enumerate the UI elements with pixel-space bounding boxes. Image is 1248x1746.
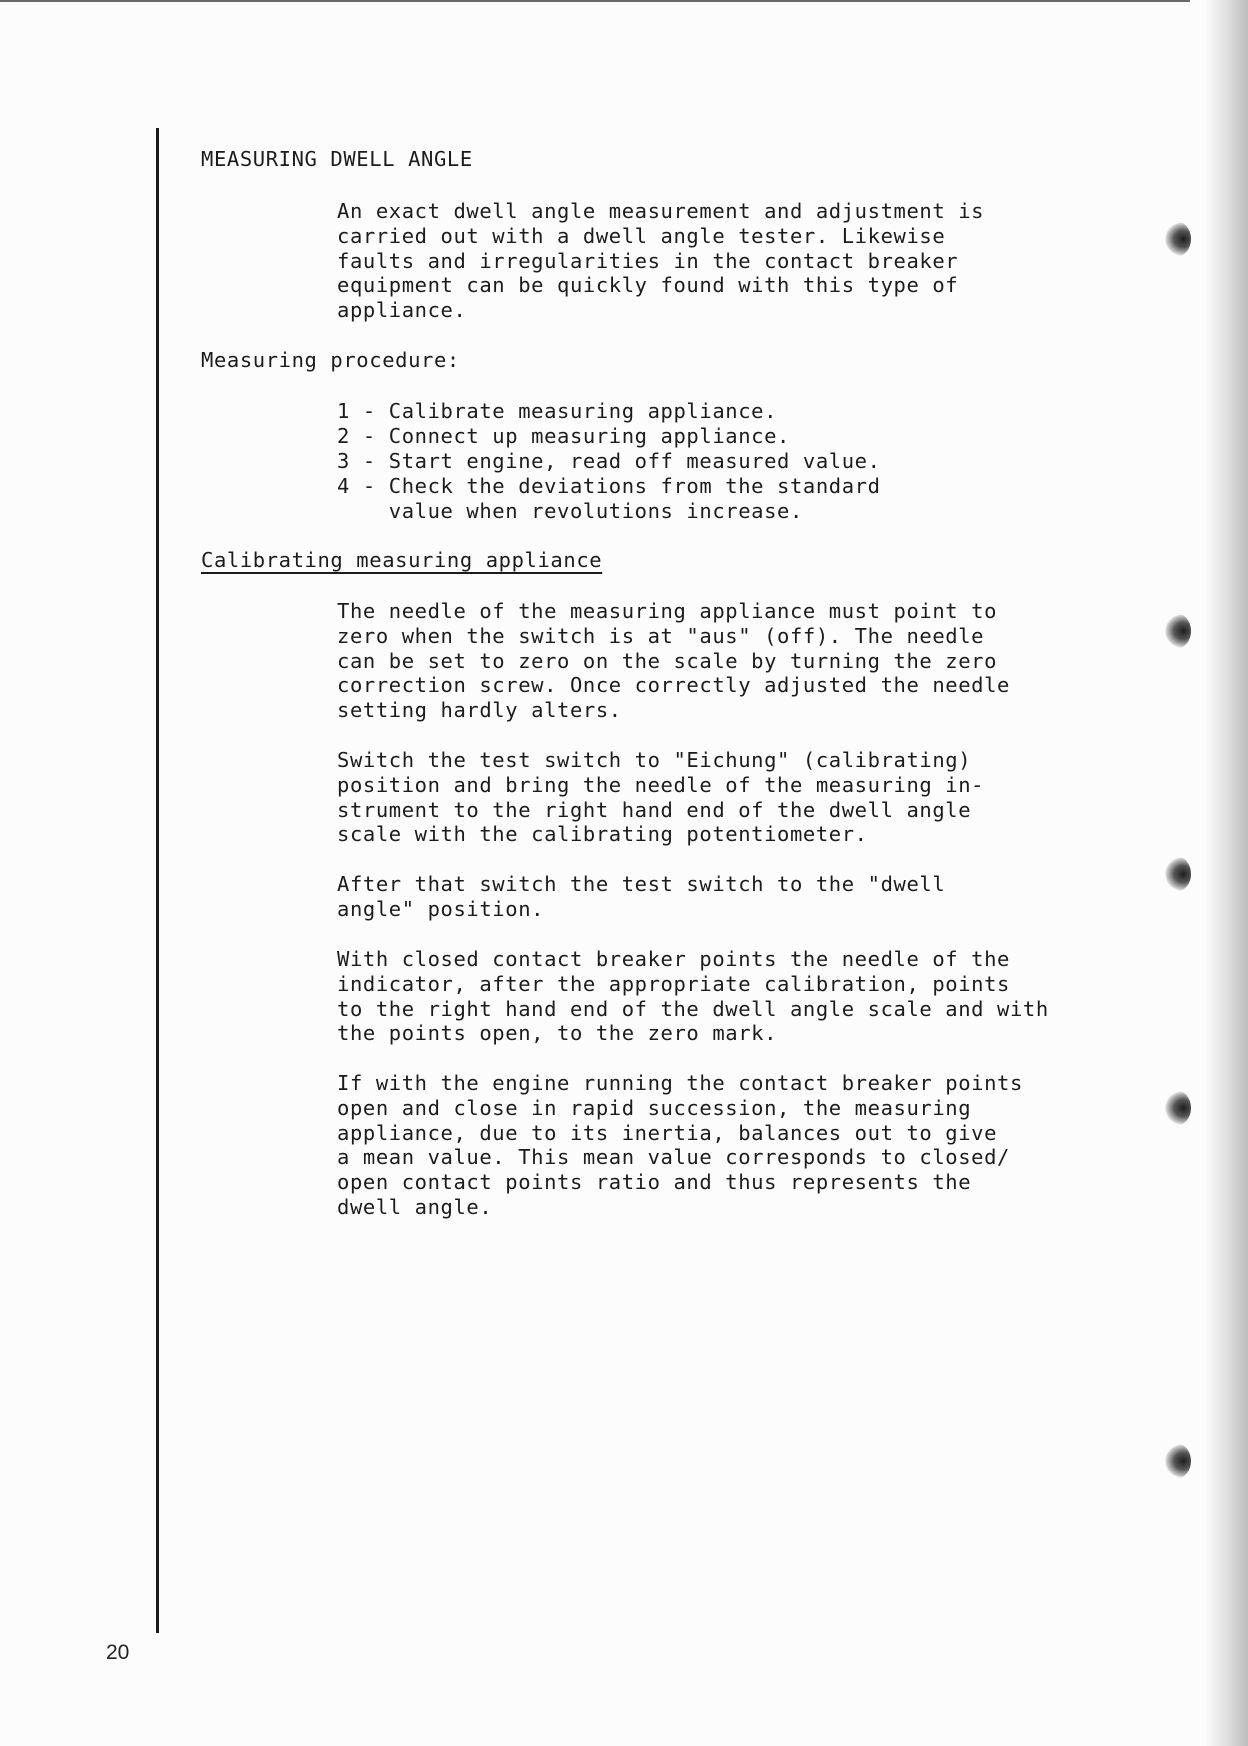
calibration-subheading: Calibrating measuring appliance <box>201 548 603 572</box>
margin-change-bar <box>156 128 159 1633</box>
body-paragraph: With closed contact breaker points the needle of the indicator, after the appropriate calibration, points to the right hand end of the dwell angle scale and with the points open, to the zero mark. <box>337 947 1049 1046</box>
page-number: 20 <box>106 1641 130 1664</box>
intro-paragraph: An exact dwell angle measurement and adjustment is carried out with a dwell angle tester. Likewise faults and irregularities in the contact breaker equipment can be quickly found with this type of appliance. <box>337 199 985 323</box>
section-heading: MEASURING DWELL ANGLE <box>201 147 473 171</box>
procedure-step: 2 - Connect up measuring appliance. <box>337 424 790 448</box>
binder-hole-3 <box>1165 857 1191 891</box>
procedure-step: 1 - Calibrate measuring appliance. <box>337 399 778 423</box>
procedure-step: 4 - Check the deviations from the standard value when revolutions increase. <box>337 474 881 523</box>
page-edge-shadow <box>1206 0 1248 1746</box>
procedure-label: Measuring procedure: <box>201 348 460 372</box>
top-edge-rule <box>0 0 1190 2</box>
body-paragraph: After that switch the test switch to the "dwell angle" position. <box>337 872 946 921</box>
binder-hole-5 <box>1165 1444 1191 1478</box>
body-paragraph: Switch the test switch to "Eichung" (calibrating) position and bring the needle of the measuring in- strument to the right hand end of the dwell angle scale with the calibrating potentiometer. <box>337 748 985 847</box>
body-paragraph: The needle of the measuring appliance must point to zero when the switch is at "aus" (off). The needle can be set to zero on the scale by turning the zero correction screw. Once correctly adjusted the needle setting hardly alters. <box>337 599 1010 723</box>
binder-hole-4 <box>1165 1091 1191 1125</box>
binder-hole-1 <box>1165 222 1191 256</box>
binder-hole-2 <box>1165 614 1191 648</box>
procedure-step: 3 - Start engine, read off measured value. <box>337 449 881 473</box>
body-paragraph: If with the engine running the contact breaker points open and close in rapid succession, the measuring appliance, due to its inertia, balances out to give a mean value. This mean value corresponds to closed/ open contact points ratio and thus represents the dwell angle. <box>337 1071 1023 1219</box>
